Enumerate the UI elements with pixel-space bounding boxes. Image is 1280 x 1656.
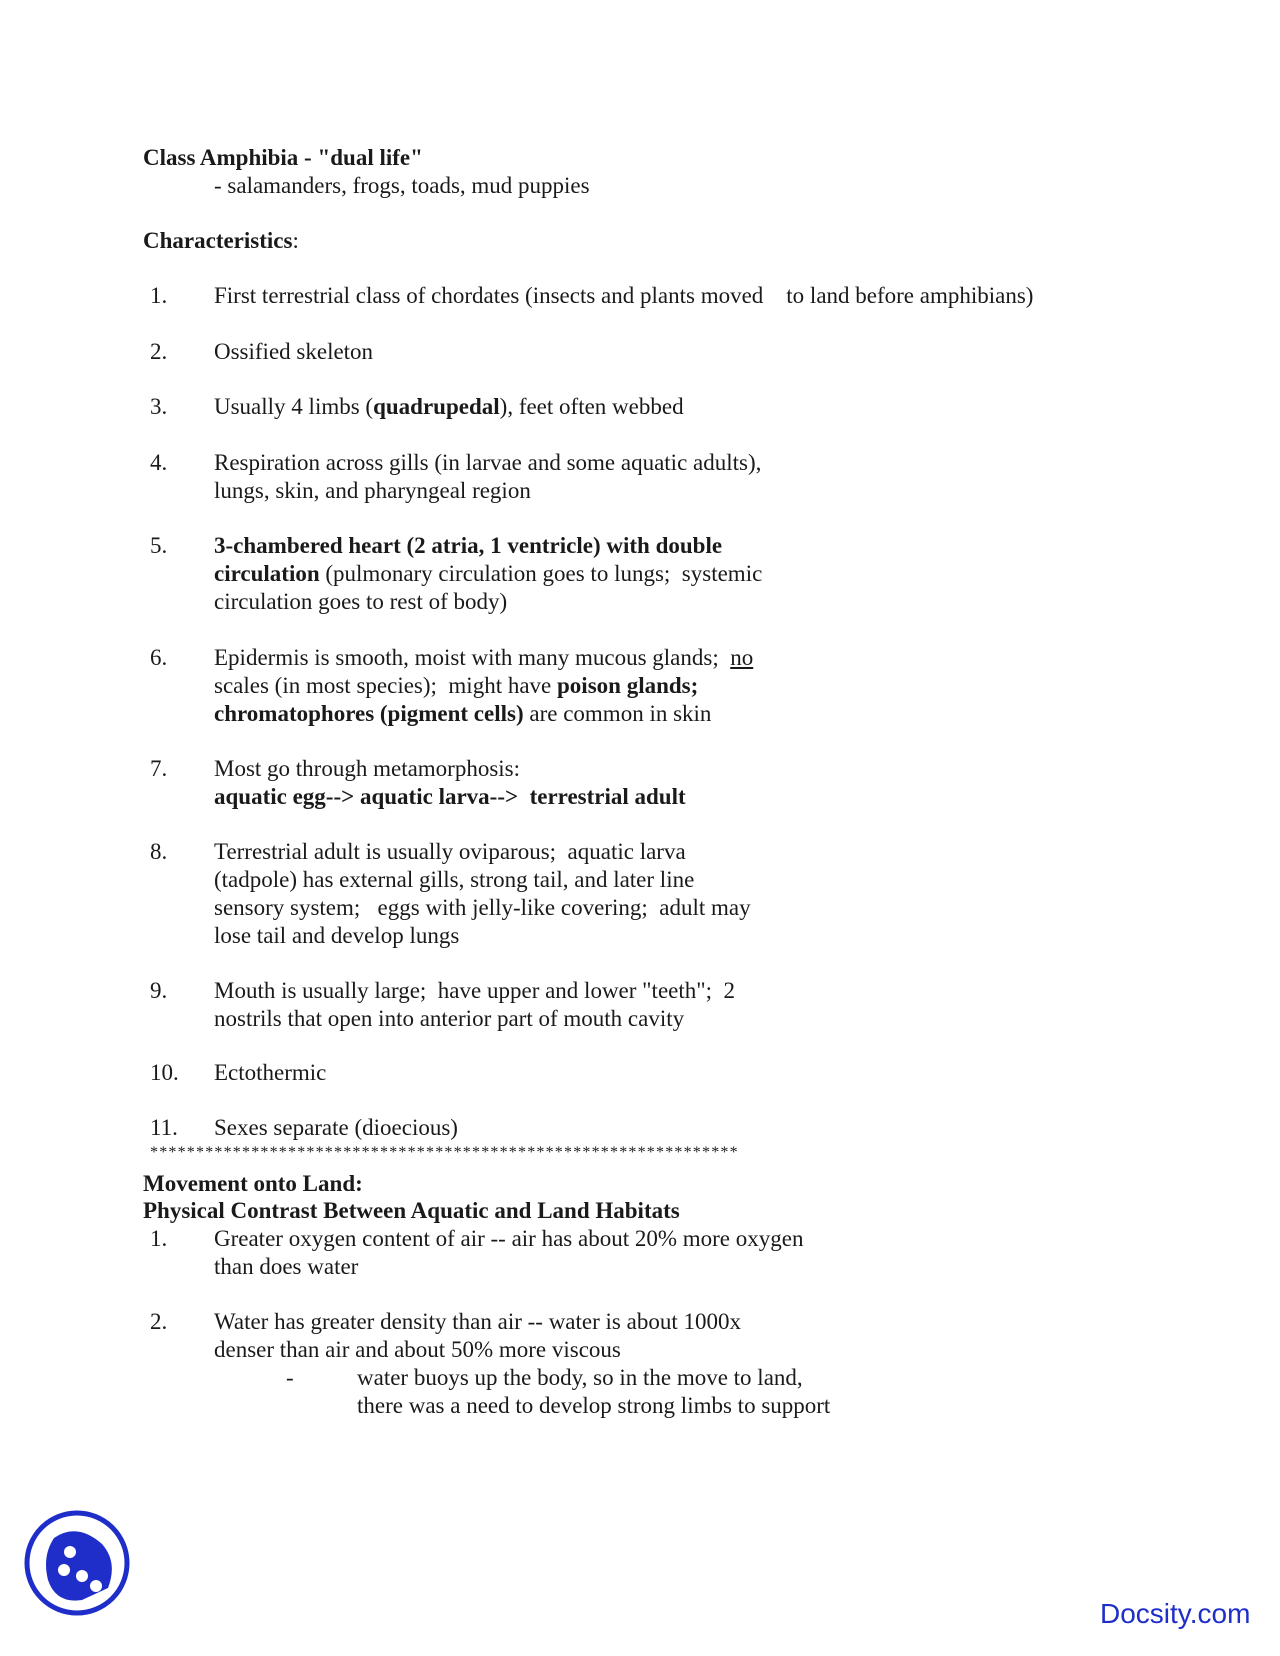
- item-number: 1.: [150, 283, 168, 308]
- item-text: Most go through metamorphosis:: [214, 756, 521, 781]
- item-text: First terrestrial class of chordates (insects and plants moved to land before amphibians): [214, 283, 1034, 308]
- item-text: Respiration across gills (in larvae and some aquatic adults),: [214, 450, 762, 475]
- item-number: 6.: [150, 645, 168, 670]
- separator: ****************************************************************: [150, 1144, 739, 1161]
- item-number: 8.: [150, 839, 168, 864]
- item-text: 3-chambered heart (2 atria, 1 ventricle) with double: [214, 533, 723, 558]
- item-text: aquatic egg--> aquatic larva--> terrestrial adult: [214, 784, 686, 809]
- item-number: 2.: [150, 339, 168, 364]
- item-text: Ossified skeleton: [214, 339, 374, 364]
- item-text: Greater oxygen content of air -- air has about 20% more oxygen: [214, 1226, 804, 1251]
- document-subtitle: - salamanders, frogs, toads, mud puppies: [214, 173, 590, 198]
- item-text: (tadpole) has external gills, strong tail, and later line: [214, 867, 695, 892]
- item-number: 3.: [150, 394, 168, 419]
- sub-item-text: there was a need to develop strong limbs to support: [357, 1393, 831, 1418]
- item-text: Usually 4 limbs (quadrupedal), feet often webbed: [214, 394, 684, 419]
- item-number: 11.: [150, 1115, 178, 1140]
- item-text: Epidermis is smooth, moist with many mucous glands; no: [214, 645, 754, 670]
- section-heading: Movement onto Land:: [143, 1171, 363, 1196]
- characteristics-heading: Characteristics:: [143, 228, 299, 253]
- item-number: 10.: [150, 1060, 179, 1085]
- document-title: Class Amphibia - "dual life": [143, 145, 423, 170]
- item-text: Mouth is usually large; have upper and lower "teeth"; 2: [214, 978, 736, 1003]
- docsity-logo-icon[interactable]: [22, 1508, 132, 1618]
- item-text: Ectothermic: [214, 1060, 327, 1085]
- item-number: 1.: [150, 1226, 168, 1251]
- item-number: 7.: [150, 756, 168, 781]
- item-text: Terrestrial adult is usually oviparous; aquatic larva: [214, 839, 686, 864]
- item-text: sensory system; eggs with jelly-like covering; adult may: [214, 895, 751, 920]
- brand-link[interactable]: Docsity.com: [1100, 1598, 1251, 1629]
- item-text: scales (in most species); might have poison glands;: [214, 673, 699, 698]
- item-text: chromatophores (pigment cells) are common in skin: [214, 701, 712, 726]
- item-text: circulation (pulmonary circulation goes to lungs; systemic: [214, 561, 763, 586]
- item-text: lose tail and develop lungs: [214, 923, 460, 948]
- sub-item-text: water buoys up the body, so in the move to land,: [357, 1365, 803, 1390]
- sub-bullet: -: [286, 1365, 294, 1390]
- item-text: Water has greater density than air -- water is about 1000x: [214, 1309, 741, 1334]
- item-text: than does water: [214, 1254, 359, 1279]
- item-number: 2.: [150, 1309, 168, 1334]
- item-text: circulation goes to rest of body): [214, 589, 508, 614]
- item-number: 4.: [150, 450, 168, 475]
- item-text: lungs, skin, and pharyngeal region: [214, 478, 531, 503]
- item-number: 9.: [150, 978, 168, 1003]
- section-subheading: Physical Contrast Between Aquatic and Land Habitats: [143, 1198, 680, 1223]
- item-text: denser than air and about 50% more viscous: [214, 1337, 621, 1362]
- item-text: nostrils that open into anterior part of mouth cavity: [214, 1006, 685, 1031]
- item-number: 5.: [150, 533, 168, 558]
- item-text: Sexes separate (dioecious): [214, 1115, 458, 1140]
